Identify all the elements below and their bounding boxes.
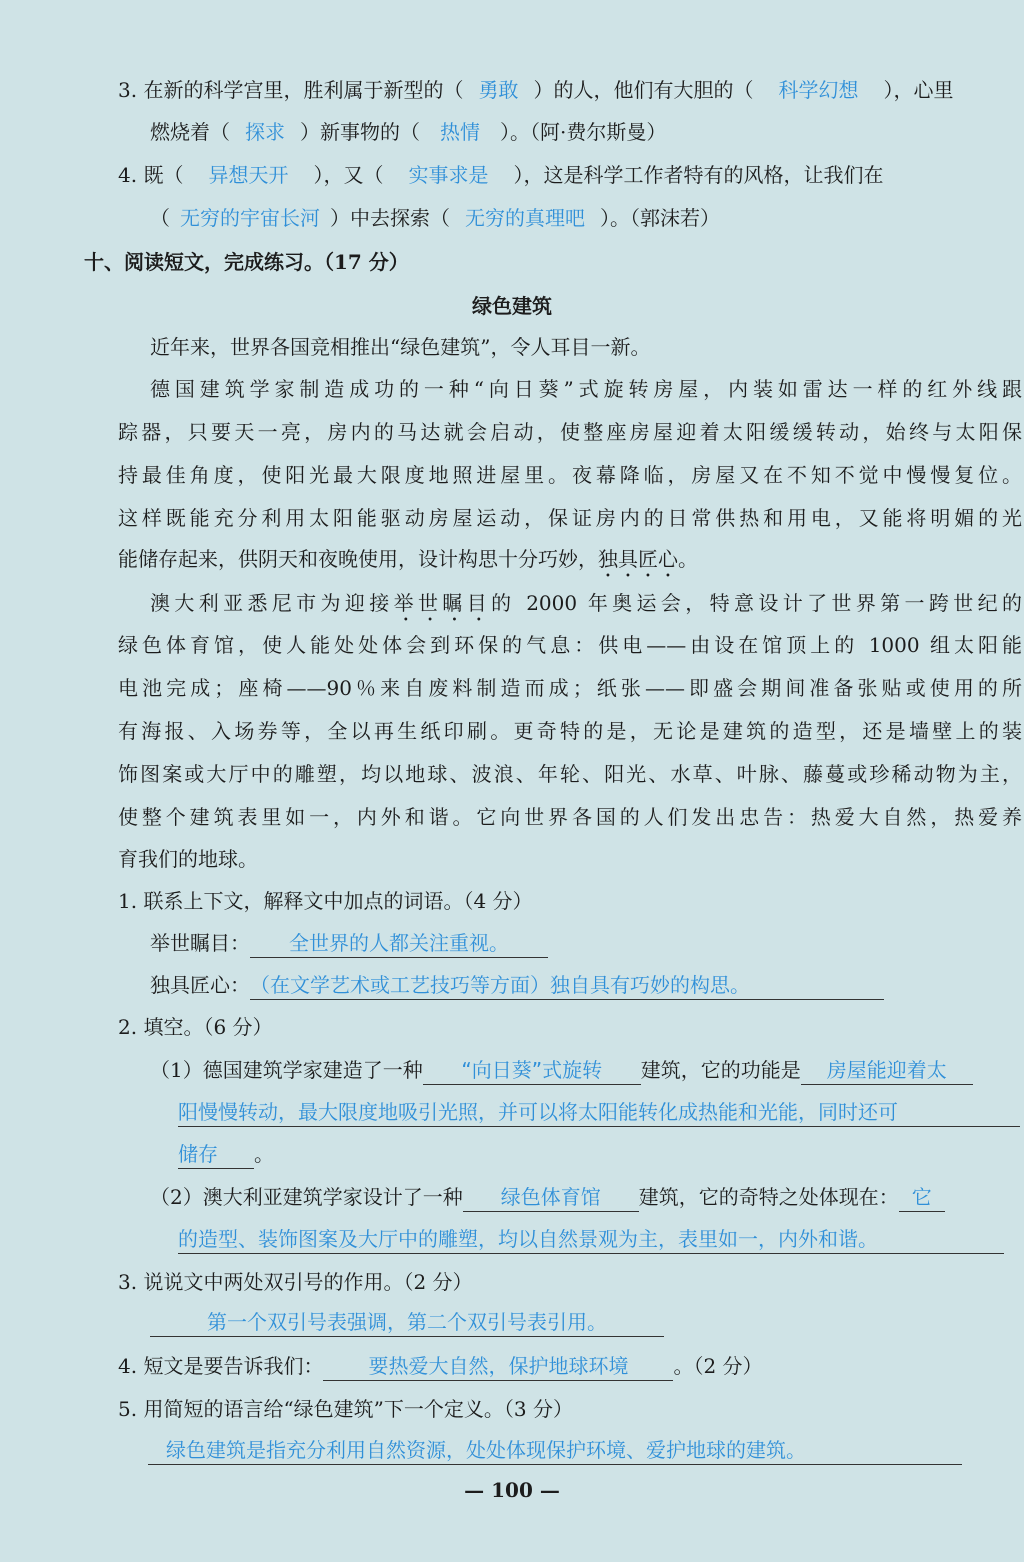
question-3-prompt: 3. 说说文中两处双引号的作用。（2 分）: [118, 1270, 473, 1294]
question-5-prompt: 5. 用简短的语言给“绿色建筑”下一个定义。（3 分）: [118, 1397, 573, 1421]
answer-field-green-stadium: 绿色体育馆: [463, 1183, 639, 1212]
answer-universe-river: 无穷的宇宙长河: [180, 206, 320, 230]
dotted-term-ingenious: 独具匠心: [598, 547, 678, 571]
answer-field-definition: 绿色建筑是指充分利用自然资源，处处体现保护环境、爱护地球的建筑。: [148, 1436, 962, 1465]
article-paragraph-1: 近年来，世界各国竞相推出“绿色建筑”，令人耳目一新。: [150, 335, 651, 359]
article-paragraph-2-line: 德国建筑学家制造成功的一种“向日葵”式旋转房屋，内装如雷达一样的红外线跟: [150, 377, 1022, 401]
article-paragraph-3-line: 饰图案或大厅中的雕塑，均以地球、波浪、年轮、阳光、水草、叶脉、藤蔓或珍稀动物为主，: [118, 762, 1022, 786]
page-number: — 100 —: [464, 1478, 560, 1502]
answer-field-ingenious: （在文学艺术或工艺技巧等方面）独自具有巧妙的构思。: [250, 971, 884, 1000]
question-2-2-line1: （2）澳大利亚建筑学家设计了一种 绿色体育馆 建筑，它的奇特之处体现在： 它: [150, 1183, 945, 1212]
question-4-line: 4. 短文是要告诉我们： 要热爱大自然，保护地球环境 。（2 分）: [118, 1352, 763, 1381]
question-1-item-1: 举世瞩目： 全世界的人都关注重视。: [150, 929, 548, 958]
section-heading: 十、阅读短文，完成练习。（17 分）: [84, 250, 409, 274]
answer-field-sunflower: “向日葵”式旋转: [423, 1056, 641, 1085]
answer-field-store: 储存: [178, 1140, 254, 1169]
article-paragraph-2-line: 踪器，只要天一亮，房内的马达就会启动，使整座房屋迎着太阳缓缓转动，始终与太阳保: [118, 420, 1022, 444]
answer-seek-truth: 实事求是: [408, 163, 489, 187]
answer-infinite-truth: 无穷的真理吧: [465, 206, 585, 230]
answer-brave: 勇敢: [478, 78, 519, 102]
question-1-item-2: 独具匠心：（在文学艺术或工艺技巧等方面）独自具有巧妙的构思。: [150, 971, 884, 1000]
question-3-answer-line: [150, 1308, 664, 1337]
article-paragraph-2-line: 持最佳角度，使阳光最大限度地照进屋里。夜幕降临，房屋又在不知不觉中慢慢复位。: [118, 463, 1022, 487]
article-paragraph-3-last-line: 育我们的地球。: [118, 847, 258, 871]
answer-field-feature: 它: [899, 1183, 945, 1212]
article-paragraph-3-line: 绿色体育馆，使人能处处体会到环保的气息：供电——由设在馆顶上的 1000 组太阳能: [118, 633, 1022, 657]
answer-field-function: 房屋能迎着太: [801, 1056, 973, 1085]
fill-question-3-line2: 燃烧着（ 探求 ）新事物的（ 热情 ）。（阿·费尔斯曼）: [150, 120, 667, 144]
answer-science-fantasy: 科学幻想: [778, 78, 859, 102]
question-2-prompt: 2. 填空。（6 分）: [118, 1015, 273, 1039]
article-paragraph-3-line: 有海报、入场券等，全以再生纸印刷。更奇特的是，无论是建筑的造型，还是墙壁上的装: [118, 719, 1022, 743]
question-2-1-line1: （1）德国建筑学家建造了一种 “向日葵”式旋转 建筑，它的功能是 房屋能迎着太: [150, 1056, 973, 1085]
dotted-term-world-attention: 举世瞩目: [393, 591, 492, 615]
article-paragraph-2-last-line: 能储存起来，供阴天和夜晚使用，设计构思十分巧妙，独具匠心。: [118, 547, 698, 571]
article-paragraph-3-line: 使整个建筑表里如一，内外和谐。它向世界各国的人们发出忠告：热爱大自然，热爱养: [118, 805, 1022, 829]
answer-fantastic-idea: 异想天开: [208, 163, 289, 187]
question-2-1-line3: 储存 。: [178, 1140, 274, 1169]
fill-question-4-line1: 4. 既（ 异想天开 ），又（ 实事求是 ），这是科学工作者特有的风格，让我们在: [118, 163, 884, 187]
question-2-2-line2: 的造型、装饰图案及大厅中的雕塑，均以自然景观为主，表里如一，内外和谐。: [178, 1225, 1004, 1254]
question-1-prompt: 1. 联系上下文，解释文中加点的词语。（4 分）: [118, 889, 533, 913]
answer-field-quotes: 第一个双引号表强调，第二个双引号表引用。: [150, 1308, 664, 1337]
fill-question-3-line1: 3. 在新的科学宫里，胜利属于新型的（ 勇敢 ）的人，他们有大胆的（ 科学幻想 ），心里: [118, 78, 954, 102]
article-title: 绿色建筑: [472, 294, 552, 318]
article-paragraph-3-line: 电池完成；座椅——90％来自废料制造而成；纸张——即盛会期间准备张贴或使用的所: [118, 676, 1022, 700]
answer-field-message: 要热爱大自然，保护地球环境: [323, 1352, 673, 1381]
fill-question-4-line2: （ 无穷的宇宙长河 ）中去探索（ 无穷的真理吧 ）。（郭沫若）: [150, 206, 720, 230]
answer-explore: 探求: [245, 120, 285, 144]
answer-field-world-attention: 全世界的人都关注重视。: [250, 929, 548, 958]
answer-passion: 热情: [440, 120, 480, 144]
question-2-1-line2: 阳慢慢转动，最大限度地吸引光照，并可以将太阳能转化成热能和光能，同时还可: [178, 1098, 1020, 1127]
article-paragraph-3-first-line: 澳大利亚悉尼市为迎接举世瞩目的 2000 年奥运会，特意设计了世界第一跨世纪的: [150, 591, 1023, 615]
article-paragraph-2-line: 这样既能充分利用太阳能驱动房屋运动，保证房内的日常供热和用电，又能将明媚的光: [118, 506, 1022, 530]
